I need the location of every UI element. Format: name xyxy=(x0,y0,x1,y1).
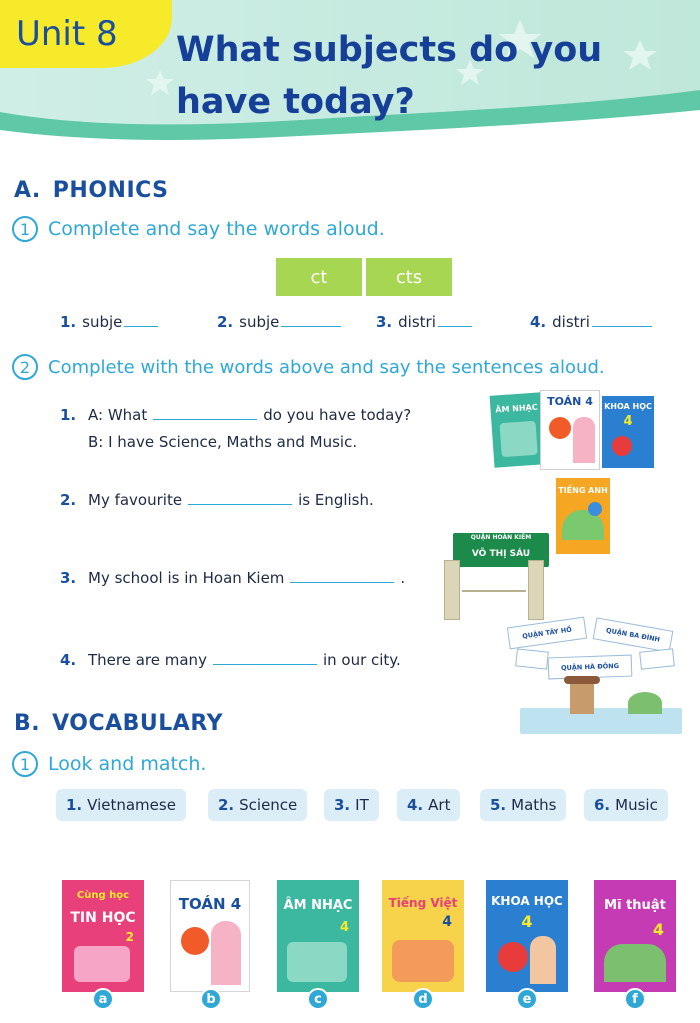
word-item: 2. subje xyxy=(217,313,341,331)
fill-blank[interactable] xyxy=(281,315,341,327)
book-letter-b[interactable]: b xyxy=(200,988,222,1010)
section-b-letter: B. xyxy=(14,711,41,736)
unit-label: Unit 8 xyxy=(16,14,118,54)
tile-cts: cts xyxy=(366,258,452,296)
fill-blank[interactable] xyxy=(592,315,652,327)
exercise-a2-heading xyxy=(12,353,605,381)
book-f-art: Mĩ thuật 4 xyxy=(594,880,676,992)
vocab-item-maths[interactable]: 5. Maths xyxy=(480,789,566,821)
book-c-music: ÂM NHẠC 4 xyxy=(277,880,359,992)
sentence-2: 2. My favourite is English. xyxy=(60,491,374,509)
vocab-item-science[interactable]: 2. Science xyxy=(208,789,307,821)
exercise-instruction: Complete and say the words aloud. xyxy=(48,218,385,240)
word-item: 4. distri xyxy=(530,313,652,331)
section-a-title: PHONICS xyxy=(52,178,169,203)
book-letter-e[interactable]: e xyxy=(516,988,538,1010)
gate-sign-top: QUẬN HOÀN KIẾM xyxy=(470,534,532,541)
vocab-item-art[interactable]: 4. Art xyxy=(397,789,460,821)
section-a-letter: A. xyxy=(14,178,41,203)
vocab-item-vietnamese[interactable]: 1. Vietnamese xyxy=(56,789,186,821)
sentence-1-b: B: I have Science, Maths and Music. xyxy=(88,433,358,451)
sentence-3: 3. My school is in Hoan Kiem . xyxy=(60,569,406,587)
exercise-instruction: Look and match. xyxy=(48,753,207,775)
vocabulary-items xyxy=(56,789,686,823)
book-music-image: ÂM NHẠC xyxy=(490,392,547,467)
word-item: 3. distri xyxy=(376,313,472,331)
exercise-number-circle: 1 xyxy=(12,751,38,777)
exercise-b1-heading xyxy=(12,750,206,778)
fill-blank[interactable] xyxy=(124,315,158,327)
section-a-heading xyxy=(14,178,169,203)
sentence-1: 1. A: What do you have today? xyxy=(60,406,412,424)
exercise-number-circle: 2 xyxy=(12,354,38,380)
sentence-4: 4. There are many in our city. xyxy=(60,651,401,669)
exercise-a1-heading xyxy=(12,215,385,243)
tile-ct: ct xyxy=(276,258,362,296)
exercise-number-circle: 1 xyxy=(12,216,38,242)
gate-sign-main: VÕ THỊ SÁU xyxy=(471,549,531,559)
book-english-image: TIẾNG ANH xyxy=(556,478,610,554)
fill-blank[interactable] xyxy=(438,315,472,327)
book-letter-f[interactable]: f xyxy=(624,988,646,1010)
book-maths-image: TOÁN 4 xyxy=(540,390,600,470)
unit-header xyxy=(0,0,700,150)
section-b-heading xyxy=(14,711,223,736)
fill-blank[interactable] xyxy=(153,408,257,420)
book-letter-c[interactable]: c xyxy=(307,988,329,1010)
vocab-item-music[interactable]: 6. Music xyxy=(584,789,668,821)
page-title: What subjects do you have today? xyxy=(176,30,603,122)
book-a-it: Cùng học TIN HỌC 2 xyxy=(62,880,144,992)
book-b-maths: TOÁN 4 xyxy=(170,880,250,992)
book-letter-d[interactable]: d xyxy=(412,988,434,1010)
phonics-tiles xyxy=(276,258,452,296)
fill-blank[interactable] xyxy=(188,493,292,505)
vocab-item-it[interactable]: 3. IT xyxy=(324,789,379,821)
section-b-title: VOCABULARY xyxy=(52,711,223,736)
fill-blank[interactable] xyxy=(213,653,317,665)
word-item: 1. subje xyxy=(60,313,158,331)
book-science-image: KHOA HỌC 4 xyxy=(602,396,654,468)
fill-blank[interactable] xyxy=(290,571,394,583)
book-d-vietnamese: Tiếng Việt 4 xyxy=(382,880,464,992)
book-e-science: KHOA HỌC 4 xyxy=(486,880,568,992)
exercise-instruction: Complete with the words above and say the sentences aloud. xyxy=(48,356,605,378)
phonics-words xyxy=(60,313,680,337)
book-letter-a[interactable]: a xyxy=(92,988,114,1010)
